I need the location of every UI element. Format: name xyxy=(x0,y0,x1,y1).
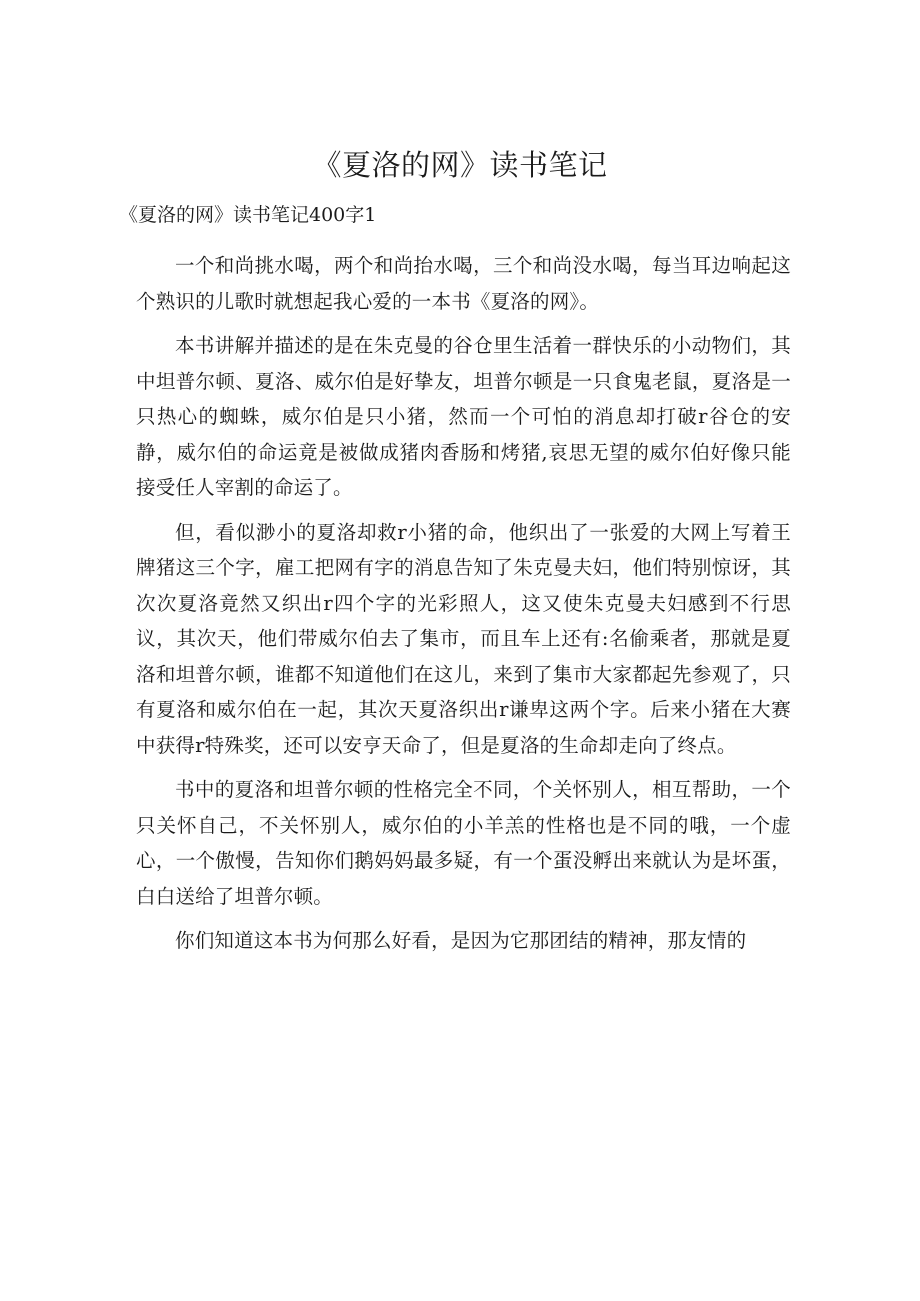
paragraph: 一个和尚挑水喝，两个和尚抬水喝，三个和尚没水喝，每当耳边响起这个熟识的儿歌时就想起我心爱的一本书《夏洛的网》。 xyxy=(136,254,791,313)
paragraph: 书中的夏洛和坦普尔顿的性格完全不同，个关怀别人，相互帮助，一个只关怀自己，不关怀别人，威尔伯的小羊羔的性格也是不同的哦，一个虚心，一个傲慢，告知你们鹅妈妈最多疑，有一个蛋没孵出来就认为是坏蛋，白白送给了坦普尔顿。 xyxy=(136,778,791,908)
document-body xyxy=(136,248,791,968)
paragraph: 本书讲解并描述的是在朱克曼的谷仓里生活着一群快乐的小动物们，其中坦普尔顿、夏洛、威尔伯是好挚友，坦普尔顿是一只食鬼老鼠，夏洛是一只热心的蜘蛛，威尔伯是只小猪，然而一个可怕的消息却打破r谷仓的安静，威尔伯的命运竟是被做成猪肉香肠和烤猪,哀思无望的威尔伯好像只能接受任人宰割的命运了。 xyxy=(136,334,791,499)
document-subtitle: 《夏洛的网》读书笔记400字1 xyxy=(119,204,377,226)
document-title: 《夏洛的网》读书笔记 xyxy=(312,148,608,182)
paragraph: 但，看似渺小的夏洛却救r小猪的命，他织出了一张爱的大网上写着王牌猪这三个字，雇工把网有字的消息告知了朱克曼夫妇，他们特别惊讶，其次次夏洛竟然又织出r四个字的光彩照人，这又使朱克曼夫妇感到不行思议，其次天，他们带威尔伯去了集市，而且车上还有:名偷乘者，那就是夏洛和坦普尔顿，谁都不知道他们在这儿，来到了集市大家都起先参观了，只有夏洛和威尔伯在一起，其次天夏洛织出r谦卑这两个字。后来小猪在大赛中获得r特殊奖，还可以安亨天命了，但是夏洛的生命却走向了终点。 xyxy=(136,520,791,757)
paragraph: 你们知道这本书为何那么好看，是因为它那团结的精神，那友情的 xyxy=(175,929,747,952)
